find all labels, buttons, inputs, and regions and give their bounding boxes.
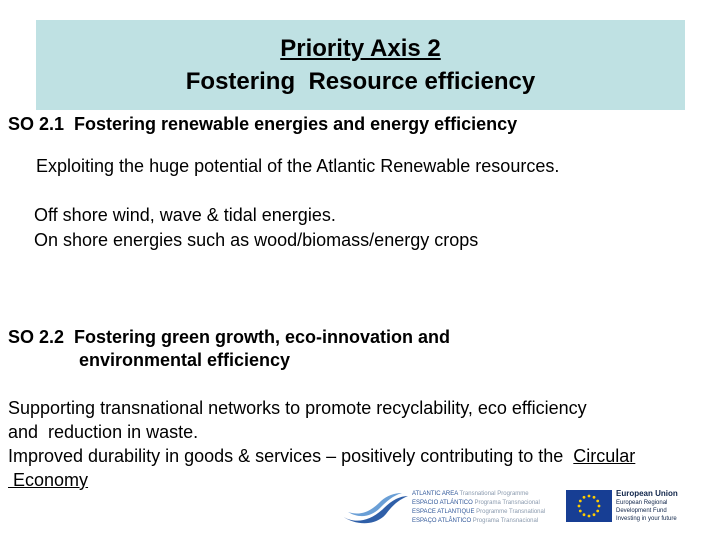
- title-box: [36, 20, 685, 110]
- so21-text-line2: Off shore wind, wave & tidal energies.: [34, 205, 336, 225]
- so22-heading-line1: SO 2.2 Fostering green growth, eco-innovation and: [8, 327, 451, 347]
- so21-text-line1: Exploiting the huge potential of the Atlantic Renewable resources.: [36, 156, 560, 176]
- aa-line3: ESPACE ATLANTIQUE Programme Transnational: [412, 509, 546, 515]
- title-priority-axis: Priority Axis 2: [280, 35, 441, 62]
- so22-text-line2: and reduction in waste.: [8, 422, 199, 442]
- eu-flag-icon: [566, 490, 612, 522]
- atlantic-wave-icon: [340, 490, 410, 526]
- so22-text-line3-prefix: Improved durability in goods & services – positively contributing to the: [8, 446, 574, 466]
- circular-economy-link[interactable]: Circular: [573, 446, 636, 466]
- circular-economy-link-continued[interactable]: Economy: [8, 470, 89, 490]
- so22-text-line3: [8, 444, 635, 468]
- so21-heading: SO 2.1 Fostering renewable energies and energy efficiency: [8, 114, 518, 134]
- aa-line1: ATLANTIC AREA Transnational Programme: [412, 491, 529, 497]
- eu-text: European Union European Regional Development Fund Investing in your future: [616, 489, 678, 522]
- so21-text-line3: On shore energies such as wood/biomass/energy crops: [34, 230, 479, 250]
- eu-logo: [566, 490, 684, 524]
- aa-line2: ESPACIO ATLÁNTICO Programa Transnacional: [412, 500, 540, 506]
- atlantic-area-logo: [340, 488, 554, 528]
- so22-text-line1: Supporting transnational networks to promote recyclability, eco efficiency: [8, 398, 587, 418]
- atlantic-area-text: [412, 490, 545, 526]
- aa-line4: ESPAÇO ATLÂNTICO Programa Transnacional: [412, 518, 539, 524]
- so22-heading-line2: environmental efficiency: [79, 350, 291, 370]
- title-fostering-resource-efficiency: Fostering Resource efficiency: [185, 68, 536, 95]
